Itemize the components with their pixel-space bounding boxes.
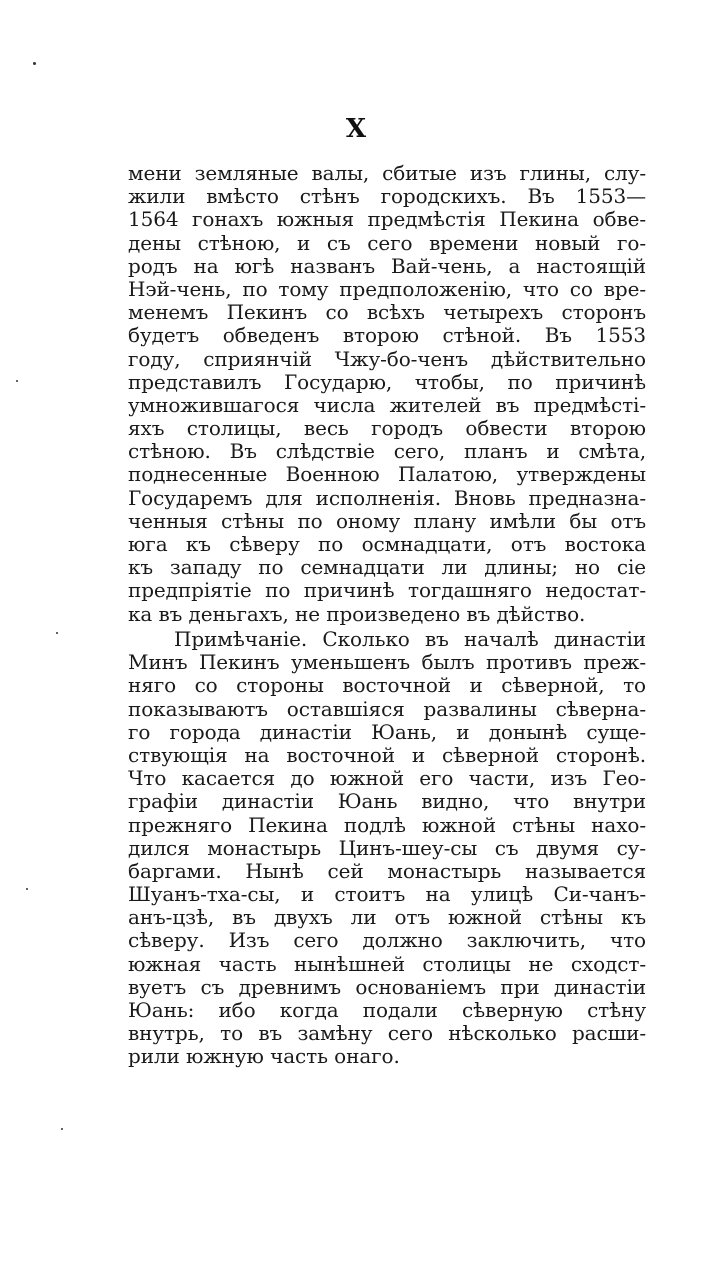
text-line: южная часть нынѣшней столицы не сходст- [128, 952, 646, 976]
text-line: Минъ Пекинъ уменьшенъ былъ противъ преж- [128, 651, 646, 675]
note-paragraph [128, 628, 646, 1069]
text-line: вуетъ съ древнимъ основаніемъ при династіи [128, 975, 646, 999]
text-line: будетъ обведенъ второю стѣной. Въ 1553 [128, 324, 646, 348]
text-line: предпріятіе по причинѣ тогдашняго недостат- [128, 579, 646, 603]
text-line: сѣверу. Изъ сего должно заключить, что [128, 929, 646, 953]
scan-speck [26, 888, 28, 890]
text-line: прежняго Пекина подлѣ южной стѣны нахо- [128, 813, 646, 837]
text-line: жили вмѣсто стѣнъ городскихъ. Въ 1553— [128, 185, 646, 209]
main-paragraph [128, 162, 646, 626]
scan-speck [61, 1128, 63, 1130]
text-line: няго со стороны восточной и сѣверной, то [128, 674, 646, 698]
text-line: Государемъ для исполненія. Вновь предназна- [128, 486, 646, 510]
text-line: ка въ деньгахъ, не произведено въ дѣйство. [128, 602, 586, 626]
text-line: показываютъ оставшіяся развалины сѣверна- [128, 697, 646, 721]
page-number: X [345, 114, 367, 144]
scan-speck [33, 62, 36, 65]
text-line: умножившагося числа жителей въ предмѣстi- [128, 393, 646, 417]
text-line: дены стѣною, и съ сего времени новый го- [128, 231, 646, 255]
text-line: Что касается до южной его части, изъ Гео- [128, 767, 646, 791]
text-line: рили южную часть онаго. [128, 1045, 400, 1069]
text-line: родъ на югѣ названъ Вай-чень, а настоящій [128, 254, 646, 278]
text-line: анъ-цзѣ, въ двухъ ли отъ южной стѣны къ [128, 906, 646, 930]
text-line: 1564 гонахъ южныя предмѣстія Пекина обве- [128, 208, 646, 232]
text-line: менемъ Пекинъ со всѣхъ четырехъ сторонъ [128, 301, 646, 325]
text-line: дился монастырь Цинъ-шеу-сы съ двумя су- [128, 836, 646, 860]
text-line: яхъ столицы, весь городъ обвести второю [128, 417, 646, 441]
text-line: баргами. Нынѣ сей монастырь называется [128, 859, 646, 883]
text-line: поднесенные Военною Палатою, утверждены [128, 463, 646, 487]
text-line: Примѣчаніе. Сколько въ началѣ династіи [174, 628, 646, 651]
text-line: Юань: ибо когда подали сѣверную стѣну [128, 999, 646, 1022]
text-line: году, сприянчій Чжу-бо-ченъ дѣйствительно [128, 347, 646, 371]
text-line: мени земляные валы, сбитые изъ глины, слу- [128, 162, 646, 185]
scan-speck [56, 632, 58, 634]
text-line: ченныя стѣны по оному плану имѣли бы отъ [128, 509, 646, 533]
text-line: Нэй-чень, по тому предположенію, что со вре- [128, 277, 646, 301]
scan-speck [16, 380, 18, 382]
text-line: юга къ сѣверу по осмнадцати, отъ востока [128, 533, 646, 556]
text-line: внутрь, то въ замѣну сего нѣсколько расши- [128, 1022, 646, 1046]
text-line: го города династіи Юань, и донынѣ суще- [128, 720, 646, 744]
text-line: Шуанъ-тха-сы, и стоитъ на улицѣ Си-чанъ- [128, 883, 646, 907]
text-line: ствующія на восточной и сѣверной сторонѣ. [128, 743, 646, 767]
text-line: представилъ Государю, чтобы, по причинѣ [128, 370, 646, 394]
text-line: стѣною. Въ слѣдствіе сего, планъ и смѣта, [128, 440, 646, 464]
text-line: графіи династіи Юань видно, что внутри [128, 790, 646, 814]
text-line: къ западу по семнадцати ли длины; но сiе [128, 556, 646, 580]
